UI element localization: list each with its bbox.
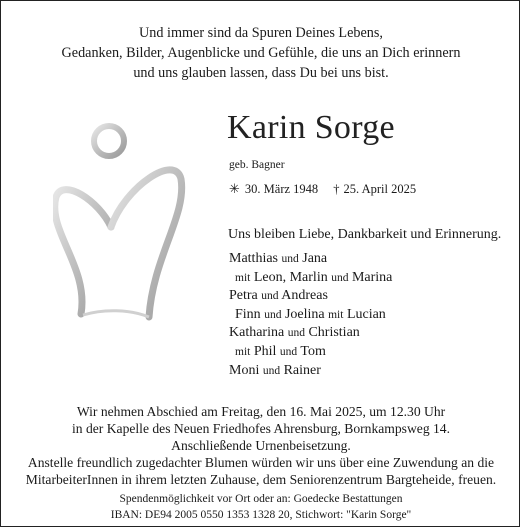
ceremony-line-3: Anschließende Urnenbeisetzung. — [171, 438, 351, 453]
family-name: Petra — [229, 288, 258, 304]
life-dates — [229, 182, 416, 197]
family-line — [229, 343, 392, 362]
deceased-name: Karin Sorge — [227, 109, 395, 146]
bank-details — [1, 491, 521, 523]
family-connector: und — [261, 290, 279, 303]
poem-line-1: Und immer sind da Spuren Deines Lebens, — [139, 25, 383, 41]
poem-line-3: und uns glauben lassen, dass Du bei uns bist. — [133, 65, 389, 81]
family-name: Matthias — [229, 251, 278, 266]
angel-heart-icon — [53, 119, 193, 329]
donation-line-1: Anstelle freundlich zugedachter Blumen würden wir uns über eine Zuwendung an die — [27, 455, 495, 470]
family-name: Jana — [302, 251, 328, 266]
tagline: Uns bleiben Liebe, Dankbarkeit und Erinnerung. — [228, 227, 502, 242]
family-name: Lucian — [346, 306, 386, 322]
family-name: Phil — [253, 343, 277, 359]
family-connector: mit — [235, 345, 251, 358]
donation-line-2: MitarbeiterInnen in ihrem letzten Zuhause, dem Seniorenzentrum Bargteheide, freuen. — [25, 472, 497, 487]
birth-date: 30. März 1948 — [244, 182, 319, 196]
family-line — [229, 250, 392, 269]
family-name: Christian — [308, 325, 360, 341]
family-connector: und — [287, 327, 305, 340]
family-line — [229, 324, 392, 343]
family-name: Rainer — [283, 362, 321, 378]
family-name: Leon, Marlin — [253, 269, 328, 285]
family-connector: mit — [235, 271, 251, 284]
family-name: Tom — [300, 343, 326, 359]
bank-line-1: Spendenmöglichkeit vor Ort oder an: Goedecke Bestattungen — [119, 493, 403, 505]
family-connector: und — [331, 271, 349, 284]
family-line — [229, 269, 392, 288]
maiden-name: geb. Bagner — [229, 159, 285, 171]
death-cross-icon: † — [333, 182, 340, 196]
family-name: Andreas — [281, 288, 328, 304]
poem-line-2: Gedanken, Bilder, Augenblicke und Gefühle, die uns an Dich erinnern — [61, 45, 461, 61]
family-connector: und — [279, 345, 298, 358]
family-line — [229, 362, 392, 381]
family-name: Joelina — [284, 306, 325, 322]
family-name: Finn — [235, 306, 261, 322]
family-name: Moni — [229, 362, 260, 378]
poem — [1, 23, 521, 83]
family-list — [229, 250, 392, 380]
ceremony-line-2: in der Kapelle des Neuen Friedhofes Ahrensburg, Bornkampsweg 14. — [71, 421, 451, 436]
ceremony-line-1: Wir nehmen Abschied am Freitag, den 16. Mai 2025, um 12.30 Uhr — [76, 404, 446, 419]
death-date: 25. April 2025 — [343, 182, 417, 196]
family-connector: und — [281, 253, 299, 265]
family-connector: und — [264, 308, 282, 321]
family-name: Marina — [351, 269, 393, 285]
bank-line-2: IBAN: DE94 2005 0550 1353 1328 20, Stichwort: "Karin Sorge" — [110, 509, 412, 521]
family-line — [229, 287, 392, 306]
birth-star-icon: ✳ — [229, 182, 240, 197]
family-connector: und — [262, 364, 281, 377]
ceremony-info — [1, 403, 521, 488]
family-connector: mit — [328, 308, 344, 321]
family-name: Katharina — [229, 325, 285, 341]
family-line — [229, 306, 392, 325]
